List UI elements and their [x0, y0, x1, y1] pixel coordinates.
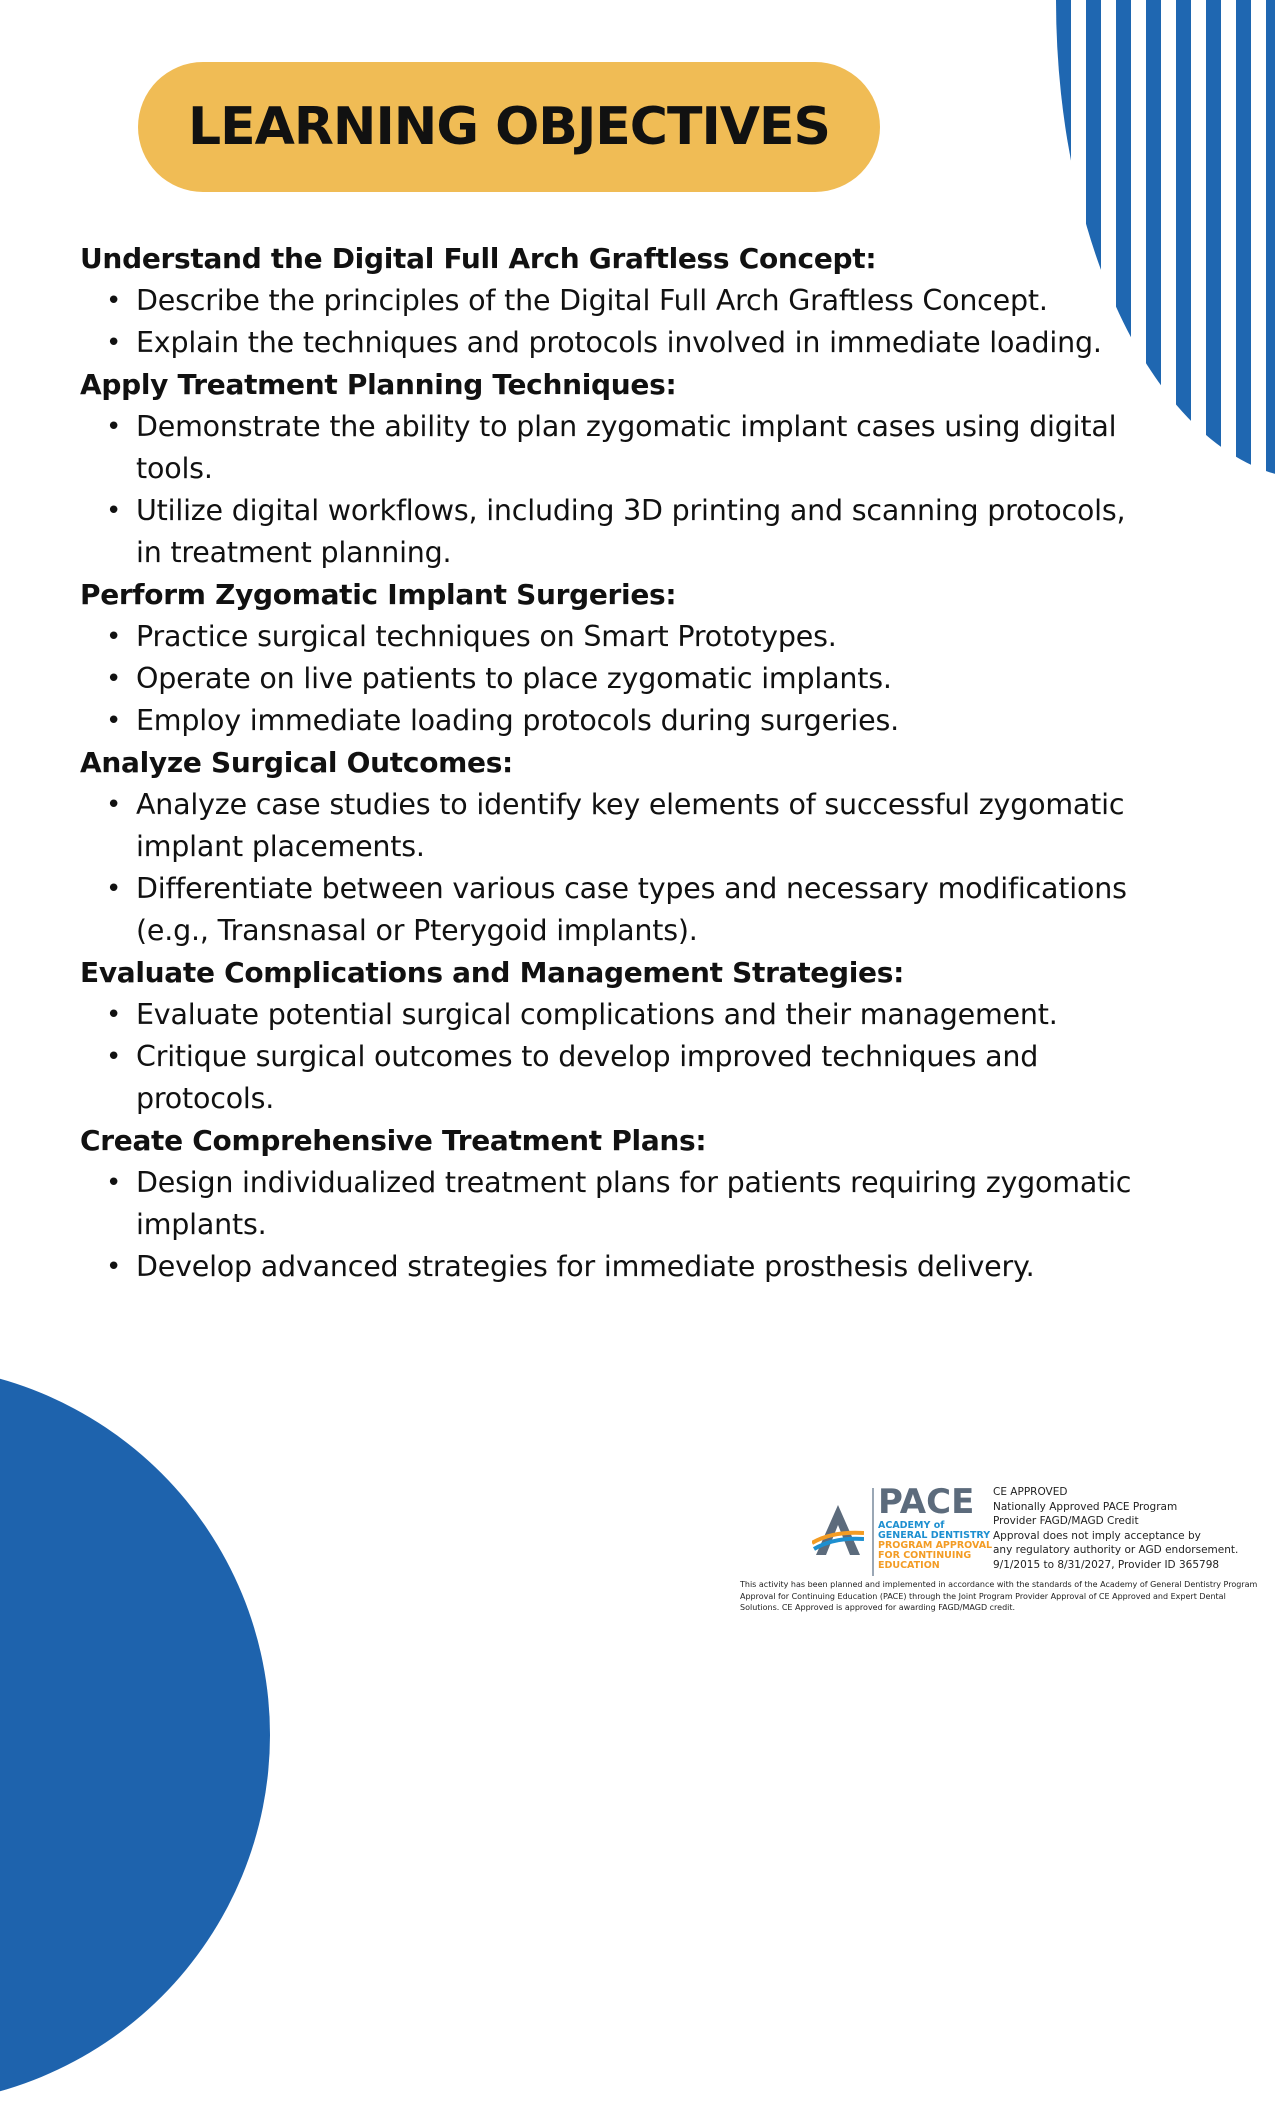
title-banner — [138, 62, 880, 192]
objective-item: • Analyze case studies to identify key elements of successful zygomatic implant placements. — [80, 784, 1140, 868]
ce-line: CE APPROVED — [993, 1486, 1068, 1498]
section-heading: Evaluate Complications and Management Strategies: — [80, 956, 904, 989]
stripe — [1236, 0, 1251, 480]
pace-logo-icon — [812, 1503, 864, 1557]
section-heading: Understand the Digital Full Arch Graftless Concept: — [80, 242, 877, 275]
objective-item: • Evaluate potential surgical complications and their management. — [80, 994, 1140, 1036]
section-heading: Perform Zygomatic Implant Surgeries: — [80, 578, 677, 611]
section-heading: Create Comprehensive Treatment Plans: — [80, 1124, 707, 1157]
org-line: EDUCATION — [878, 1560, 940, 1571]
org-line: PROGRAM APPROVAL — [878, 1540, 993, 1551]
ce-line: any regulatory authority or AGD endorsement. — [993, 1544, 1239, 1556]
objective-item: • Practice surgical techniques on Smart Prototypes. — [80, 616, 1140, 658]
objective-item: • Describe the principles of the Digital Full Arch Graftless Concept. — [80, 280, 1140, 322]
pace-wordmark: PACE — [878, 1482, 975, 1522]
ce-line: Provider FAGD/MAGD Credit — [993, 1515, 1139, 1527]
page-title: LEARNING OBJECTIVES — [187, 97, 831, 157]
stripe — [1206, 0, 1221, 480]
objective-item: • Differentiate between various case types and necessary modifications (e.g., Transnasal or Pterygoid implants). — [80, 868, 1140, 952]
pace-organization — [878, 1521, 992, 1571]
objective-item: • Explain the techniques and protocols involved in immediate loading. — [80, 322, 1140, 364]
org-line: FOR CONTINUING — [878, 1550, 972, 1561]
ce-line: Nationally Approved PACE Program — [993, 1500, 1178, 1513]
pace-disclaimer: This activity has been planned and implemented in accordance with the standards of the Academy of General Dentistry Program Approval for Continuing Education (PACE) through the Joint Program Provider Approval of CE Approved and Expert Dental Solutions. CE Approved is approved for awarding FAGD/MAGD credit. — [740, 1580, 1258, 1612]
org-line: ACADEMY of — [878, 1520, 945, 1531]
stripe — [1146, 0, 1161, 480]
objective-item: • Design individualized treatment plans for patients requiring zygomatic implants. — [80, 1162, 1140, 1246]
divider — [872, 1488, 874, 1576]
stripe — [1176, 0, 1191, 480]
objective-item: • Demonstrate the ability to plan zygomatic implant cases using digital tools. — [80, 406, 1140, 490]
objective-item: • Develop advanced strategies for immediate prosthesis delivery. — [80, 1246, 1140, 1288]
ce-line: Approval does not imply acceptance by — [993, 1529, 1201, 1542]
pace-approval-block — [740, 1482, 1260, 1615]
decorative-circle — [0, 1365, 270, 2105]
stripe — [1266, 0, 1275, 480]
objectives-list — [80, 238, 1140, 1288]
section-heading: Analyze Surgical Outcomes: — [80, 746, 513, 779]
org-line: GENERAL DENTISTRY — [878, 1530, 991, 1541]
section-heading: Apply Treatment Planning Techniques: — [80, 368, 677, 401]
ce-approval-text — [993, 1485, 1253, 1572]
ce-line: 9/1/2015 to 8/31/2027, Provider ID 365798 — [993, 1558, 1220, 1571]
objective-item: • Utilize digital workflows, including 3D printing and scanning protocols, in treatment planning. — [80, 490, 1140, 574]
objective-item: • Critique surgical outcomes to develop improved techniques and protocols. — [80, 1036, 1140, 1120]
objective-item: • Employ immediate loading protocols during surgeries. — [80, 700, 1140, 742]
objective-item: • Operate on live patients to place zygomatic implants. — [80, 658, 1140, 700]
